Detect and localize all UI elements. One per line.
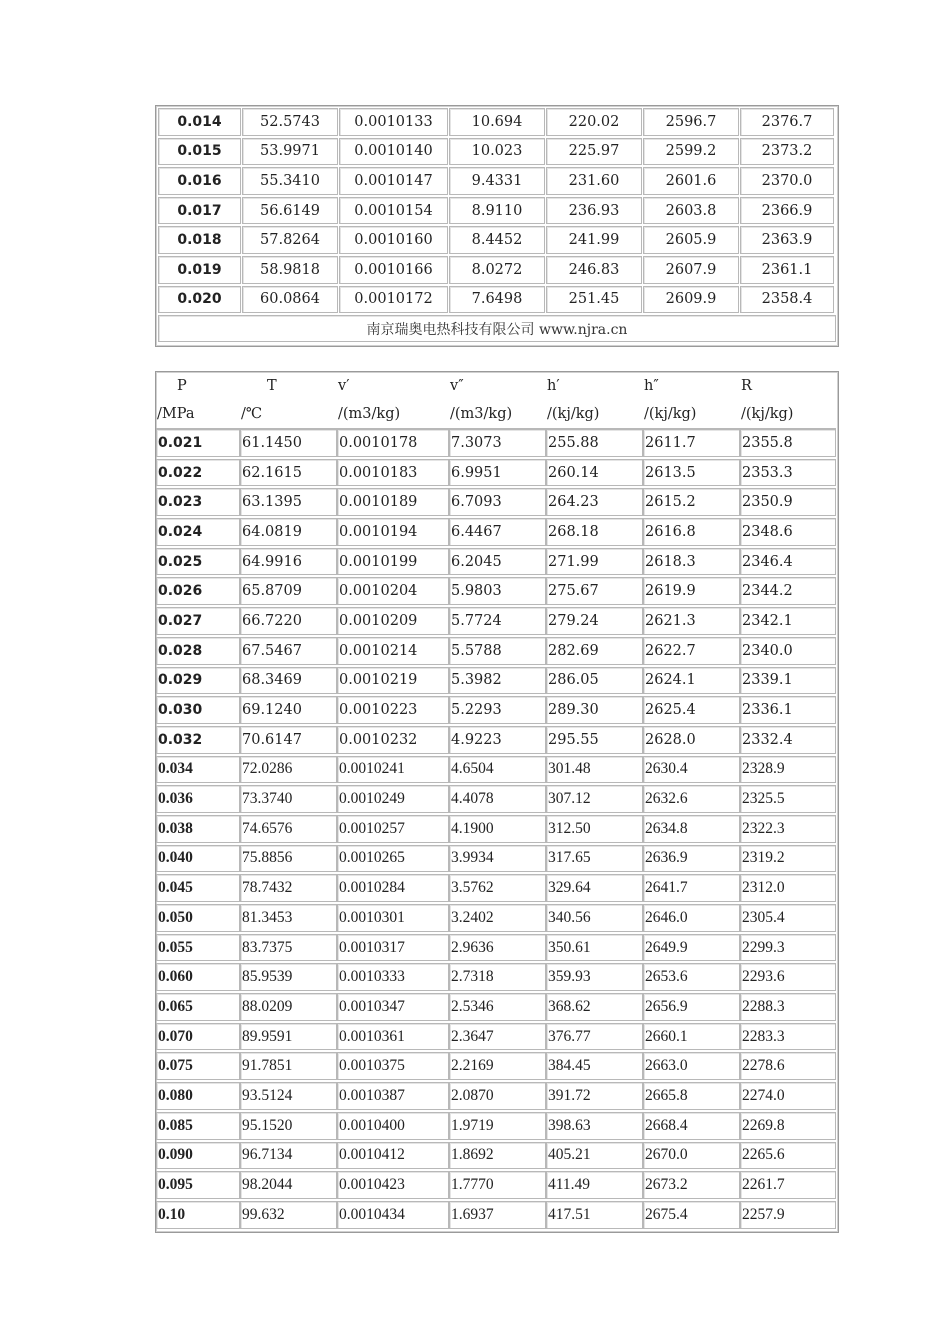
value-cell: 56.6149 (242, 197, 338, 225)
value-cell: 2649.9 (643, 934, 740, 962)
value-cell: 2625.4 (643, 696, 740, 724)
company-footer: 南京瑞奥电热科技有限公司 www.njra.cn (158, 315, 836, 342)
value-cell: 2358.4 (740, 286, 834, 314)
value-cell: 0.0010301 (337, 904, 449, 932)
value-cell: 99.632 (240, 1201, 337, 1229)
value-cell: 2673.2 (643, 1171, 740, 1199)
column-symbol: P (177, 378, 187, 394)
pressure-cell: 0.029 (156, 667, 240, 695)
value-cell: 85.9539 (240, 963, 337, 991)
pressure-cell: 0.026 (156, 577, 240, 605)
value-cell: 2611.7 (643, 429, 740, 457)
value-cell: 0.0010284 (337, 874, 449, 902)
column-symbol: T (267, 378, 277, 394)
value-cell: 1.9719 (449, 1112, 546, 1140)
value-cell: 58.9818 (242, 256, 338, 284)
value-cell: 91.7851 (240, 1052, 337, 1080)
value-cell: 2361.1 (740, 256, 834, 284)
value-cell: 0.0010249 (337, 785, 449, 813)
pressure-cell: 0.019 (158, 256, 241, 284)
value-cell: 0.0010199 (337, 548, 449, 576)
value-cell: 75.8856 (240, 845, 337, 873)
value-cell: 0.0010375 (337, 1052, 449, 1080)
value-cell: 96.7134 (240, 1142, 337, 1170)
value-cell: 405.21 (546, 1142, 643, 1170)
value-cell: 2257.9 (740, 1201, 836, 1229)
value-cell: 70.6147 (240, 726, 337, 754)
value-cell: 3.2402 (449, 904, 546, 932)
value-cell: 279.24 (546, 607, 643, 635)
value-cell: 301.48 (546, 756, 643, 784)
pressure-cell: 0.021 (156, 429, 240, 457)
value-cell: 2269.8 (740, 1112, 836, 1140)
pressure-cell: 0.095 (156, 1171, 240, 1199)
value-cell: 83.7375 (240, 934, 337, 962)
value-cell: 5.7724 (449, 607, 546, 635)
value-cell: 368.62 (546, 993, 643, 1021)
value-cell: 0.0010257 (337, 815, 449, 843)
value-cell: 0.0010204 (337, 577, 449, 605)
value-cell: 61.1450 (240, 429, 337, 457)
pressure-cell: 0.015 (158, 138, 241, 166)
value-cell: 6.2045 (449, 548, 546, 576)
value-cell: 398.63 (546, 1112, 643, 1140)
value-cell: 65.8709 (240, 577, 337, 605)
value-cell: 2621.3 (643, 607, 740, 635)
column-symbol: v′ (338, 378, 350, 394)
pressure-cell: 0.022 (156, 459, 240, 487)
value-cell: 0.0010147 (339, 167, 448, 195)
value-cell: 1.6937 (449, 1201, 546, 1229)
value-cell: 63.1395 (240, 488, 337, 516)
value-cell: 2624.1 (643, 667, 740, 695)
value-cell: 4.6504 (449, 756, 546, 784)
value-cell: 2346.4 (740, 548, 836, 576)
value-cell: 246.83 (546, 256, 642, 284)
value-cell: 8.0272 (449, 256, 545, 284)
pressure-cell: 0.036 (156, 785, 240, 813)
column-unit: /(kj/kg) (741, 406, 794, 422)
value-cell: 2615.2 (643, 488, 740, 516)
value-cell: 0.0010219 (337, 667, 449, 695)
value-cell: 0.0010209 (337, 607, 449, 635)
value-cell: 2601.6 (643, 167, 739, 195)
value-cell: 268.18 (546, 518, 643, 546)
column-unit: /(m3/kg) (450, 406, 513, 422)
value-cell: 2340.0 (740, 637, 836, 665)
value-cell: 2634.8 (643, 815, 740, 843)
value-cell: 2663.0 (643, 1052, 740, 1080)
pressure-cell: 0.024 (156, 518, 240, 546)
value-cell: 2373.2 (740, 138, 834, 166)
value-cell: 2603.8 (643, 197, 739, 225)
value-cell: 1.8692 (449, 1142, 546, 1170)
pressure-cell: 0.018 (158, 226, 241, 254)
value-cell: 2366.9 (740, 197, 834, 225)
pressure-cell: 0.016 (158, 167, 241, 195)
value-cell: 2596.7 (643, 108, 739, 136)
column-symbol: v″ (450, 378, 464, 394)
value-cell: 2.0870 (449, 1082, 546, 1110)
value-cell: 1.7770 (449, 1171, 546, 1199)
value-cell: 220.02 (546, 108, 642, 136)
value-cell: 88.0209 (240, 993, 337, 1021)
value-cell: 2293.6 (740, 963, 836, 991)
pressure-cell: 0.027 (156, 607, 240, 635)
column-unit: /℃ (241, 406, 263, 422)
pressure-cell: 0.090 (156, 1142, 240, 1170)
value-cell: 64.0819 (240, 518, 337, 546)
value-cell: 2636.9 (643, 845, 740, 873)
value-cell: 4.1900 (449, 815, 546, 843)
pressure-cell: 0.023 (156, 488, 240, 516)
value-cell: 275.67 (546, 577, 643, 605)
pressure-cell: 0.075 (156, 1052, 240, 1080)
value-cell: 5.5788 (449, 637, 546, 665)
value-cell: 340.56 (546, 904, 643, 932)
column-header (643, 372, 740, 429)
column-header (546, 372, 643, 429)
pressure-cell: 0.065 (156, 993, 240, 1021)
value-cell: 0.0010347 (337, 993, 449, 1021)
value-cell: 289.30 (546, 696, 643, 724)
value-cell: 295.55 (546, 726, 643, 754)
column-symbol: h′ (547, 378, 560, 394)
value-cell: 5.2293 (449, 696, 546, 724)
value-cell: 0.0010434 (337, 1201, 449, 1229)
value-cell: 2628.0 (643, 726, 740, 754)
value-cell: 2288.3 (740, 993, 836, 1021)
value-cell: 2619.9 (643, 577, 740, 605)
value-cell: 2363.9 (740, 226, 834, 254)
pressure-cell: 0.050 (156, 904, 240, 932)
value-cell: 0.0010317 (337, 934, 449, 962)
value-cell: 2.7318 (449, 963, 546, 991)
pressure-cell: 0.030 (156, 696, 240, 724)
value-cell: 72.0286 (240, 756, 337, 784)
value-cell: 2641.7 (643, 874, 740, 902)
value-cell: 2342.1 (740, 607, 836, 635)
value-cell: 2660.1 (643, 1023, 740, 1051)
value-cell: 2616.8 (643, 518, 740, 546)
value-cell: 73.3740 (240, 785, 337, 813)
value-cell: 2350.9 (740, 488, 836, 516)
value-cell: 98.2044 (240, 1171, 337, 1199)
pressure-cell: 0.070 (156, 1023, 240, 1051)
pressure-cell: 0.014 (158, 108, 241, 136)
value-cell: 260.14 (546, 459, 643, 487)
value-cell: 2675.4 (643, 1201, 740, 1229)
value-cell: 2.3647 (449, 1023, 546, 1051)
steam-table-1 (155, 105, 839, 347)
value-cell: 4.4078 (449, 785, 546, 813)
value-cell: 2328.9 (740, 756, 836, 784)
value-cell: 93.5124 (240, 1082, 337, 1110)
value-cell: 2339.1 (740, 667, 836, 695)
value-cell: 2618.3 (643, 548, 740, 576)
value-cell: 0.0010423 (337, 1171, 449, 1199)
value-cell: 0.0010333 (337, 963, 449, 991)
value-cell: 2665.8 (643, 1082, 740, 1110)
value-cell: 0.0010265 (337, 845, 449, 873)
value-cell: 3.9934 (449, 845, 546, 873)
value-cell: 2656.9 (643, 993, 740, 1021)
column-header (156, 372, 240, 429)
value-cell: 241.99 (546, 226, 642, 254)
column-header (337, 372, 449, 429)
value-cell: 0.0010194 (337, 518, 449, 546)
value-cell: 0.0010178 (337, 429, 449, 457)
value-cell: 8.9110 (449, 197, 545, 225)
value-cell: 2265.6 (740, 1142, 836, 1170)
value-cell: 2261.7 (740, 1171, 836, 1199)
value-cell: 2653.6 (643, 963, 740, 991)
value-cell: 2353.3 (740, 459, 836, 487)
value-cell: 0.0010189 (337, 488, 449, 516)
value-cell: 2632.6 (643, 785, 740, 813)
value-cell: 2370.0 (740, 167, 834, 195)
value-cell: 0.0010154 (339, 197, 448, 225)
value-cell: 95.1520 (240, 1112, 337, 1140)
pressure-cell: 0.017 (158, 197, 241, 225)
value-cell: 2.9636 (449, 934, 546, 962)
column-header (240, 372, 337, 429)
value-cell: 2299.3 (740, 934, 836, 962)
value-cell: 2344.2 (740, 577, 836, 605)
value-cell: 81.3453 (240, 904, 337, 932)
value-cell: 5.3982 (449, 667, 546, 695)
value-cell: 2325.5 (740, 785, 836, 813)
steam-table-2-grid (156, 429, 838, 1231)
value-cell: 312.50 (546, 815, 643, 843)
value-cell: 0.0010232 (337, 726, 449, 754)
value-cell: 60.0864 (242, 286, 338, 314)
value-cell: 67.5467 (240, 637, 337, 665)
value-cell: 2348.6 (740, 518, 836, 546)
value-cell: 2376.7 (740, 108, 834, 136)
column-unit: /(m3/kg) (338, 406, 401, 422)
steam-table-1-grid (158, 108, 836, 315)
value-cell: 74.6576 (240, 815, 337, 843)
value-cell: 384.45 (546, 1052, 643, 1080)
column-symbol: h″ (644, 378, 659, 394)
value-cell: 2278.6 (740, 1052, 836, 1080)
value-cell: 2605.9 (643, 226, 739, 254)
value-cell: 55.3410 (242, 167, 338, 195)
value-cell: 0.0010166 (339, 256, 448, 284)
steam-table-2 (155, 371, 839, 1233)
pressure-cell: 0.032 (156, 726, 240, 754)
value-cell: 2274.0 (740, 1082, 836, 1110)
pressure-cell: 0.020 (158, 286, 241, 314)
column-symbol: R (741, 378, 752, 394)
pressure-cell: 0.055 (156, 934, 240, 962)
value-cell: 286.05 (546, 667, 643, 695)
value-cell: 376.77 (546, 1023, 643, 1051)
value-cell: 0.0010387 (337, 1082, 449, 1110)
value-cell: 0.0010400 (337, 1112, 449, 1140)
pressure-cell: 0.028 (156, 637, 240, 665)
value-cell: 89.9591 (240, 1023, 337, 1051)
value-cell: 2622.7 (643, 637, 740, 665)
pressure-cell: 0.085 (156, 1112, 240, 1140)
pressure-cell: 0.045 (156, 874, 240, 902)
pressure-cell: 0.10 (156, 1201, 240, 1229)
value-cell: 2355.8 (740, 429, 836, 457)
value-cell: 2305.4 (740, 904, 836, 932)
value-cell: 2613.5 (643, 459, 740, 487)
value-cell: 264.23 (546, 488, 643, 516)
value-cell: 2.5346 (449, 993, 546, 1021)
value-cell: 2630.4 (643, 756, 740, 784)
value-cell: 0.0010223 (337, 696, 449, 724)
value-cell: 271.99 (546, 548, 643, 576)
value-cell: 3.5762 (449, 874, 546, 902)
value-cell: 6.7093 (449, 488, 546, 516)
value-cell: 0.0010140 (339, 138, 448, 166)
value-cell: 251.45 (546, 286, 642, 314)
pressure-cell: 0.060 (156, 963, 240, 991)
value-cell: 0.0010183 (337, 459, 449, 487)
value-cell: 231.60 (546, 167, 642, 195)
value-cell: 282.69 (546, 637, 643, 665)
value-cell: 68.3469 (240, 667, 337, 695)
value-cell: 5.9803 (449, 577, 546, 605)
value-cell: 53.9971 (242, 138, 338, 166)
pressure-cell: 0.080 (156, 1082, 240, 1110)
value-cell: 6.9951 (449, 459, 546, 487)
value-cell: 417.51 (546, 1201, 643, 1229)
value-cell: 66.7220 (240, 607, 337, 635)
column-header (449, 372, 546, 429)
value-cell: 8.4452 (449, 226, 545, 254)
value-cell: 7.3073 (449, 429, 546, 457)
pressure-cell: 0.025 (156, 548, 240, 576)
value-cell: 69.1240 (240, 696, 337, 724)
value-cell: 317.65 (546, 845, 643, 873)
pressure-cell: 0.034 (156, 756, 240, 784)
value-cell: 236.93 (546, 197, 642, 225)
value-cell: 359.93 (546, 963, 643, 991)
value-cell: 2607.9 (643, 256, 739, 284)
value-cell: 2336.1 (740, 696, 836, 724)
value-cell: 4.9223 (449, 726, 546, 754)
value-cell: 2332.4 (740, 726, 836, 754)
value-cell: 0.0010172 (339, 286, 448, 314)
column-header (740, 372, 836, 429)
value-cell: 0.0010160 (339, 226, 448, 254)
value-cell: 307.12 (546, 785, 643, 813)
value-cell: 2668.4 (643, 1112, 740, 1140)
value-cell: 57.8264 (242, 226, 338, 254)
value-cell: 52.5743 (242, 108, 338, 136)
value-cell: 350.61 (546, 934, 643, 962)
value-cell: 2609.9 (643, 286, 739, 314)
value-cell: 7.6498 (449, 286, 545, 314)
value-cell: 64.9916 (240, 548, 337, 576)
value-cell: 0.0010133 (339, 108, 448, 136)
value-cell: 78.7432 (240, 874, 337, 902)
value-cell: 329.64 (546, 874, 643, 902)
value-cell: 62.1615 (240, 459, 337, 487)
pressure-cell: 0.040 (156, 845, 240, 873)
value-cell: 2599.2 (643, 138, 739, 166)
value-cell: 2283.3 (740, 1023, 836, 1051)
value-cell: 225.97 (546, 138, 642, 166)
value-cell: 411.49 (546, 1171, 643, 1199)
value-cell: 2322.3 (740, 815, 836, 843)
column-unit: /MPa (157, 406, 195, 422)
pressure-cell: 0.038 (156, 815, 240, 843)
column-unit: /(kj/kg) (644, 406, 697, 422)
steam-table-2-header (156, 372, 838, 429)
value-cell: 2319.2 (740, 845, 836, 873)
value-cell: 10.023 (449, 138, 545, 166)
value-cell: 0.0010241 (337, 756, 449, 784)
value-cell: 6.4467 (449, 518, 546, 546)
value-cell: 2312.0 (740, 874, 836, 902)
value-cell: 10.694 (449, 108, 545, 136)
value-cell: 2670.0 (643, 1142, 740, 1170)
value-cell: 255.88 (546, 429, 643, 457)
value-cell: 0.0010214 (337, 637, 449, 665)
value-cell: 9.4331 (449, 167, 545, 195)
value-cell: 2.2169 (449, 1052, 546, 1080)
column-unit: /(kj/kg) (547, 406, 600, 422)
value-cell: 391.72 (546, 1082, 643, 1110)
value-cell: 0.0010412 (337, 1142, 449, 1170)
value-cell: 0.0010361 (337, 1023, 449, 1051)
value-cell: 2646.0 (643, 904, 740, 932)
